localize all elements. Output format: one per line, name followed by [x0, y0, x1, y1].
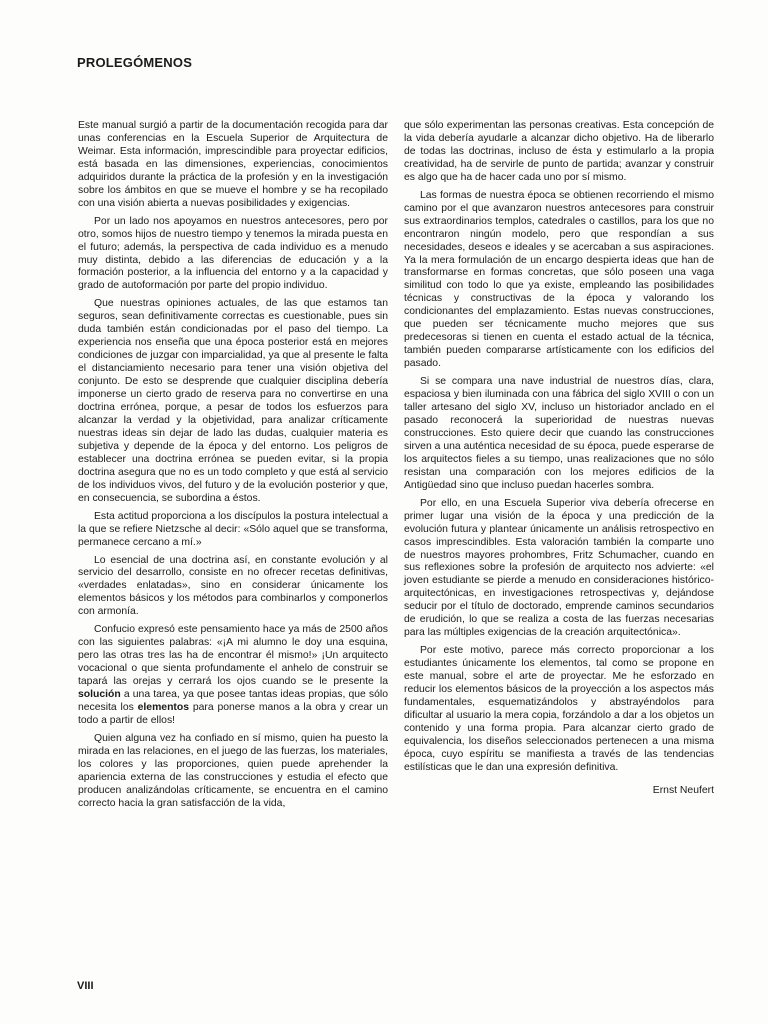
- paragraph: Esta actitud proporciona a los discípulos la postura intelectual a la que se refiere Nietzsche al decir: «Sólo aquel que se transforma, permanece cercano a mí.»: [78, 510, 388, 548]
- paragraph: Lo esencial de una doctrina así, en constante evolución y al servicio del desarrollo, consiste en no ofrecer recetas definitivas, «verdades enlatadas», sino en considerar únicamente los elementos básicos y los métodos para combinarlos y componerlos con armonía.: [78, 554, 388, 618]
- paragraph: Si se compara una nave industrial de nuestros días, clara, espaciosa y bien iluminada con una fábrica del siglo XVIII o con un taller artesano del siglo XV, incluso un historiador anclado en el pasado reconocerá la superioridad de nuestras nuevas construcciones. Esto quiere decir que cuando las construcciones sirven a una auténtica necesidad de su época, puede esperarse de los arquitectos fieles a su tiempo, unas realizaciones que no sólo resistan una comparación con los mejores edificios de la Antigüedad sino que incluso puedan hacerles sombra.: [404, 376, 714, 491]
- paragraph: Quien alguna vez ha confiado en sí mismo, quien ha puesto la mirada en las relaciones, en el juego de las fuerzas, los materiales, los colores y las proporciones, quien puede aprehender la apariencia externa de las construcciones y estudia el efecto que producen analizándolas críticamente, se encuentra en el camino correcto hacia la gran satisfacción de la vida,: [78, 732, 388, 809]
- author-signature: Ernst Neufert: [652, 784, 714, 796]
- paragraph: Por un lado nos apoyamos en nuestros antecesores, pero por otro, somos hijos de nuestro tiempo y tenemos la mirada puesta en el futuro; además, la perspectiva de cada individuo es a menudo muy distinta, debido a las diferencias de educación y a la formación posterior, a la influencia del entorno y a la capacidad y grado de autoformación por parte del propio individuo.: [78, 215, 388, 292]
- right-column: [404, 120, 714, 798]
- paragraph: Por este motivo, parece más correcto proporcionar a los estudiantes únicamente los elementos, tal como se propone en este manual, sobre el arte de proyectar. Me he esforzado en reducir los elementos básicos de la proyección a los aspectos más fundamentales, esquematizándolos y abstrayéndolos para dificultar al usuario la mera copia, forzándolo a dar a los objetos un contenido y una forma propia. Para alcanzar cierto grado de equivalencia, los diseños seleccionados pertenecen a una misma época, cuyo espíritu se manifiesta a través de las tendencias estilísticas que le dan una expresión definitiva.: [404, 645, 714, 773]
- left-column: [78, 120, 388, 816]
- paragraph: que sólo experimentan las personas creativas. Esta concepción de la vida debería ayudarle a alcanzar dicho objetivo. Ha de liberarlo de todas las doctrinas, incluso de ésta y estimularlo a la propia creatividad, ha de servirle de punto de partida; avanzar y construir es algo que ha de hacer cada uno por sí mismo.: [404, 120, 714, 183]
- paragraph: Las formas de nuestra época se obtienen recorriendo el mismo camino por el que avanzaron nuestros antecesores para construir sus extraordinarios templos, catedrales o castillos, para los que no encontraron ningún modelo, pero que respondían a sus necesidades, deseos e ideales y se acercaban a sus aspiraciones. Ya la mera formulación de un encargo despierta ideas que han de transformarse en formas concretas, que sólo poseen una vaga similitud con todo lo que ya existe, empleando las posibilidades técnicas y constructivas de la época y valorando los condicionantes del emplazamiento. Estas nuevas construcciones, que pueden ser técnicamente mucho mejores que sus predecesoras si tienen en cuenta el estado actual de la técnica, también pueden compararse artísticamente con los edificios del pasado.: [404, 189, 714, 370]
- paragraph: Este manual surgió a partir de la documentación recogida para dar unas conferencias en la Escuela Superior de Arquitectura de Weimar. Esta información, imprescindible para proyectar edificios, está basada en las dimensiones, experiencias, conocimientos adquiridos durante la práctica de la profesión y en la investigación sobre los ámbitos en que se mueve el hombre y se ha recopilado con una visión abierta a nuevas posibilidades y exigencias.: [78, 120, 388, 209]
- page-title: PROLEGÓMENOS: [77, 55, 193, 70]
- paragraph: Confucio expresó este pensamiento hace ya más de 2500 años con las siguientes palabras: «¡A mi alumno le doy una esquina, pero las otras tres las ha de encontrar él mismo!» ¡Un arquitecto vocacional o que sienta profundamente el anhelo de construir se tapará las orejas y cerrará los ojos cuando se le presente la solución a una tarea, ya que posee tantas ideas propias, que sólo necesita los elementos para ponerse manos a la obra y crear un todo a partir de ellos!: [78, 624, 388, 726]
- paragraph: Por ello, en una Escuela Superior viva debería ofrecerse en primer lugar una visión de la época y una predicción de la evolución futura y plantear únicamente un análisis retrospectivo en casos imprescindibles. Esta valoración también la comparte uno de nuestros mayores prohombres, Fritz Schumacher, cuando en sus reflexiones sobre la profesión de arquitecto nos advierte: «el joven estudiante se pierde a menudo en consideraciones histórico-arquitectónicas, en investigaciones retrospectivas y, dejándose seducir por el título de doctorado, emprende caminos secundarios de erudición, lo que se realiza a costa de las fuerzas necesarias para las múltiples exigencias de la creación arquitectónica».: [404, 497, 714, 639]
- paragraph: Que nuestras opiniones actuales, de las que estamos tan seguros, sean definitivamente correctas es cuestionable, pues sin duda también están condicionadas por el paso del tiempo. La experiencia nos enseña que una época posterior está en mejores condiciones de juzgar con imparcialidad, ya que al presente le falta el distanciamiento necesario para tener una visión objetiva del conjunto. De esto se desprende que cualquier disciplina debería imponerse un cierto grado de reserva para no convertirse en una doctrina errónea, porque, a pesar de todos los esfuerzos para alcanzar la verdad y la objetividad, para analizar críticamente nuestras ideas sin dejar de lado las dudas, cualquier materia es subjetiva y depende de la época y del entorno. Los peligros de establecer una doctrina errónea se pueden evitar, si la propia doctrina asegura que no es un todo completo y que está al servicio de los individuos vivos, del futuro y de la evolución posterior y que, en consecuencia, se subordina a éstos.: [78, 298, 388, 504]
- page-number: VIII: [77, 980, 94, 992]
